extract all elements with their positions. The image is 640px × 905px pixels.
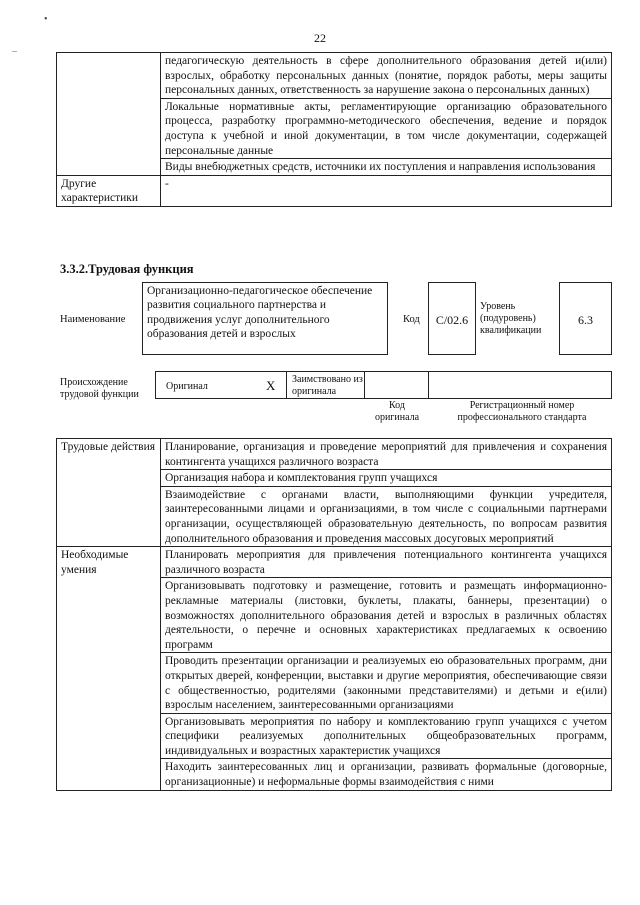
- divider: [286, 371, 287, 399]
- scan-mark: •: [44, 14, 48, 25]
- page-number: 22: [314, 31, 326, 45]
- row-label: Другие характеристики: [57, 175, 161, 206]
- group-label: Трудовые действия: [57, 439, 161, 547]
- divider: [364, 371, 365, 399]
- table-cell: Взаимодействие с органами власти, выполняющими функции учредителя, заинтересованными лицами и организациями, в том числе с социальными партнерами организации, осуществляющей образовательную деятельность, по вопросам развития дополнительного образования и проведения массовых досуговых мероприятий: [161, 486, 612, 546]
- borrowed-label: Заимствовано из оригинала: [292, 374, 363, 397]
- knowledge-table: [56, 52, 612, 207]
- table-cell: Планировать мероприятия для привлечения потенциального контингента учащихся различного возраста: [161, 547, 612, 578]
- level-value-box: 6.3: [559, 282, 612, 355]
- table-cell: педагогическую деятельность в сфере дополнительного образования детей и(или) взрослых, обработку персональных данных (понятие, порядок работы, меры защиты персональных данных, ответственность за нарушение закона о персональных данных): [161, 53, 612, 99]
- table-cell: Находить заинтересованных лиц и организации, развивать формальные (договорные, организационные) и неформальные формы взаимодействия с ними: [161, 759, 612, 790]
- group-label: Необходимые умения: [57, 547, 161, 791]
- table-cell: Виды внебюджетных средств, источники их поступления и направления использования: [161, 159, 612, 176]
- table-row: [57, 439, 612, 470]
- level-label: Уровень (подуровень) квалификации: [480, 301, 542, 336]
- scan-mark: –: [12, 46, 17, 57]
- origin-label: Происхождение трудовой функции: [60, 377, 139, 400]
- origin-box: [155, 371, 612, 399]
- original-mark: X: [266, 378, 276, 393]
- table-row: [57, 53, 612, 99]
- table-cell: Планирование, организация и проведение мероприятий для привлечения и сохранения контингента учащихся различного возраста: [161, 439, 612, 470]
- actions-table: [56, 438, 612, 791]
- function-name-box: Организационно-педагогическое обеспечение развития социального партнерства и продвижения услуг дополнительного образования детей и взрослых: [142, 282, 388, 355]
- divider: [428, 371, 429, 399]
- section-heading: 3.3.2.Трудовая функция: [60, 262, 194, 276]
- code-label: Код: [403, 314, 420, 325]
- code-caption: Код оригинала: [374, 400, 420, 423]
- table-cell: Организовывать мероприятия по набору и комплектованию групп учащихся с учетом специфики реализуемых дополнительных общеобразовательных программ, индивидуальных и возрастных характеристик учащихся: [161, 713, 612, 759]
- table-cell: Организовывать подготовку и размещение, готовить и размещать информационно-рекламные материалы (листовки, буклеты, плакаты, баннеры, презентации) о возможностях дополнительного образования детей и взрослых в различных областях деятельности, о перечне и основных характеристиках предлагаемых к освоению программ: [161, 578, 612, 653]
- table-row: [57, 175, 612, 206]
- table-cell: Организация набора и комплектования групп учащихся: [161, 470, 612, 487]
- original-label: Оригинал: [166, 381, 208, 392]
- table-cell: Проводить презентации организации и реализуемых ею образовательных программ, дни открытых дверей, конференции, выставки и другие мероприятия, обеспечивающие связи с общественностью, родителями (законными представителями) и детьми и е(или) взрослым населением, заинтересованными организациями: [161, 653, 612, 713]
- table-row: [57, 547, 612, 578]
- table-cell: -: [161, 175, 612, 206]
- code-value-box: C/02.6: [428, 282, 476, 355]
- table-cell: Локальные нормативные акты, регламентирующие организацию образовательного процесса, разработку программно-методического обеспечения, ведение и порядок доступа к учебной и иной документации, в том числе документации, содержащей персональные данные: [161, 98, 612, 158]
- row-label: [57, 53, 161, 176]
- regnum-caption: Регистрационный номер профессионального стандарта: [457, 400, 587, 423]
- name-label: Наименование: [60, 314, 126, 325]
